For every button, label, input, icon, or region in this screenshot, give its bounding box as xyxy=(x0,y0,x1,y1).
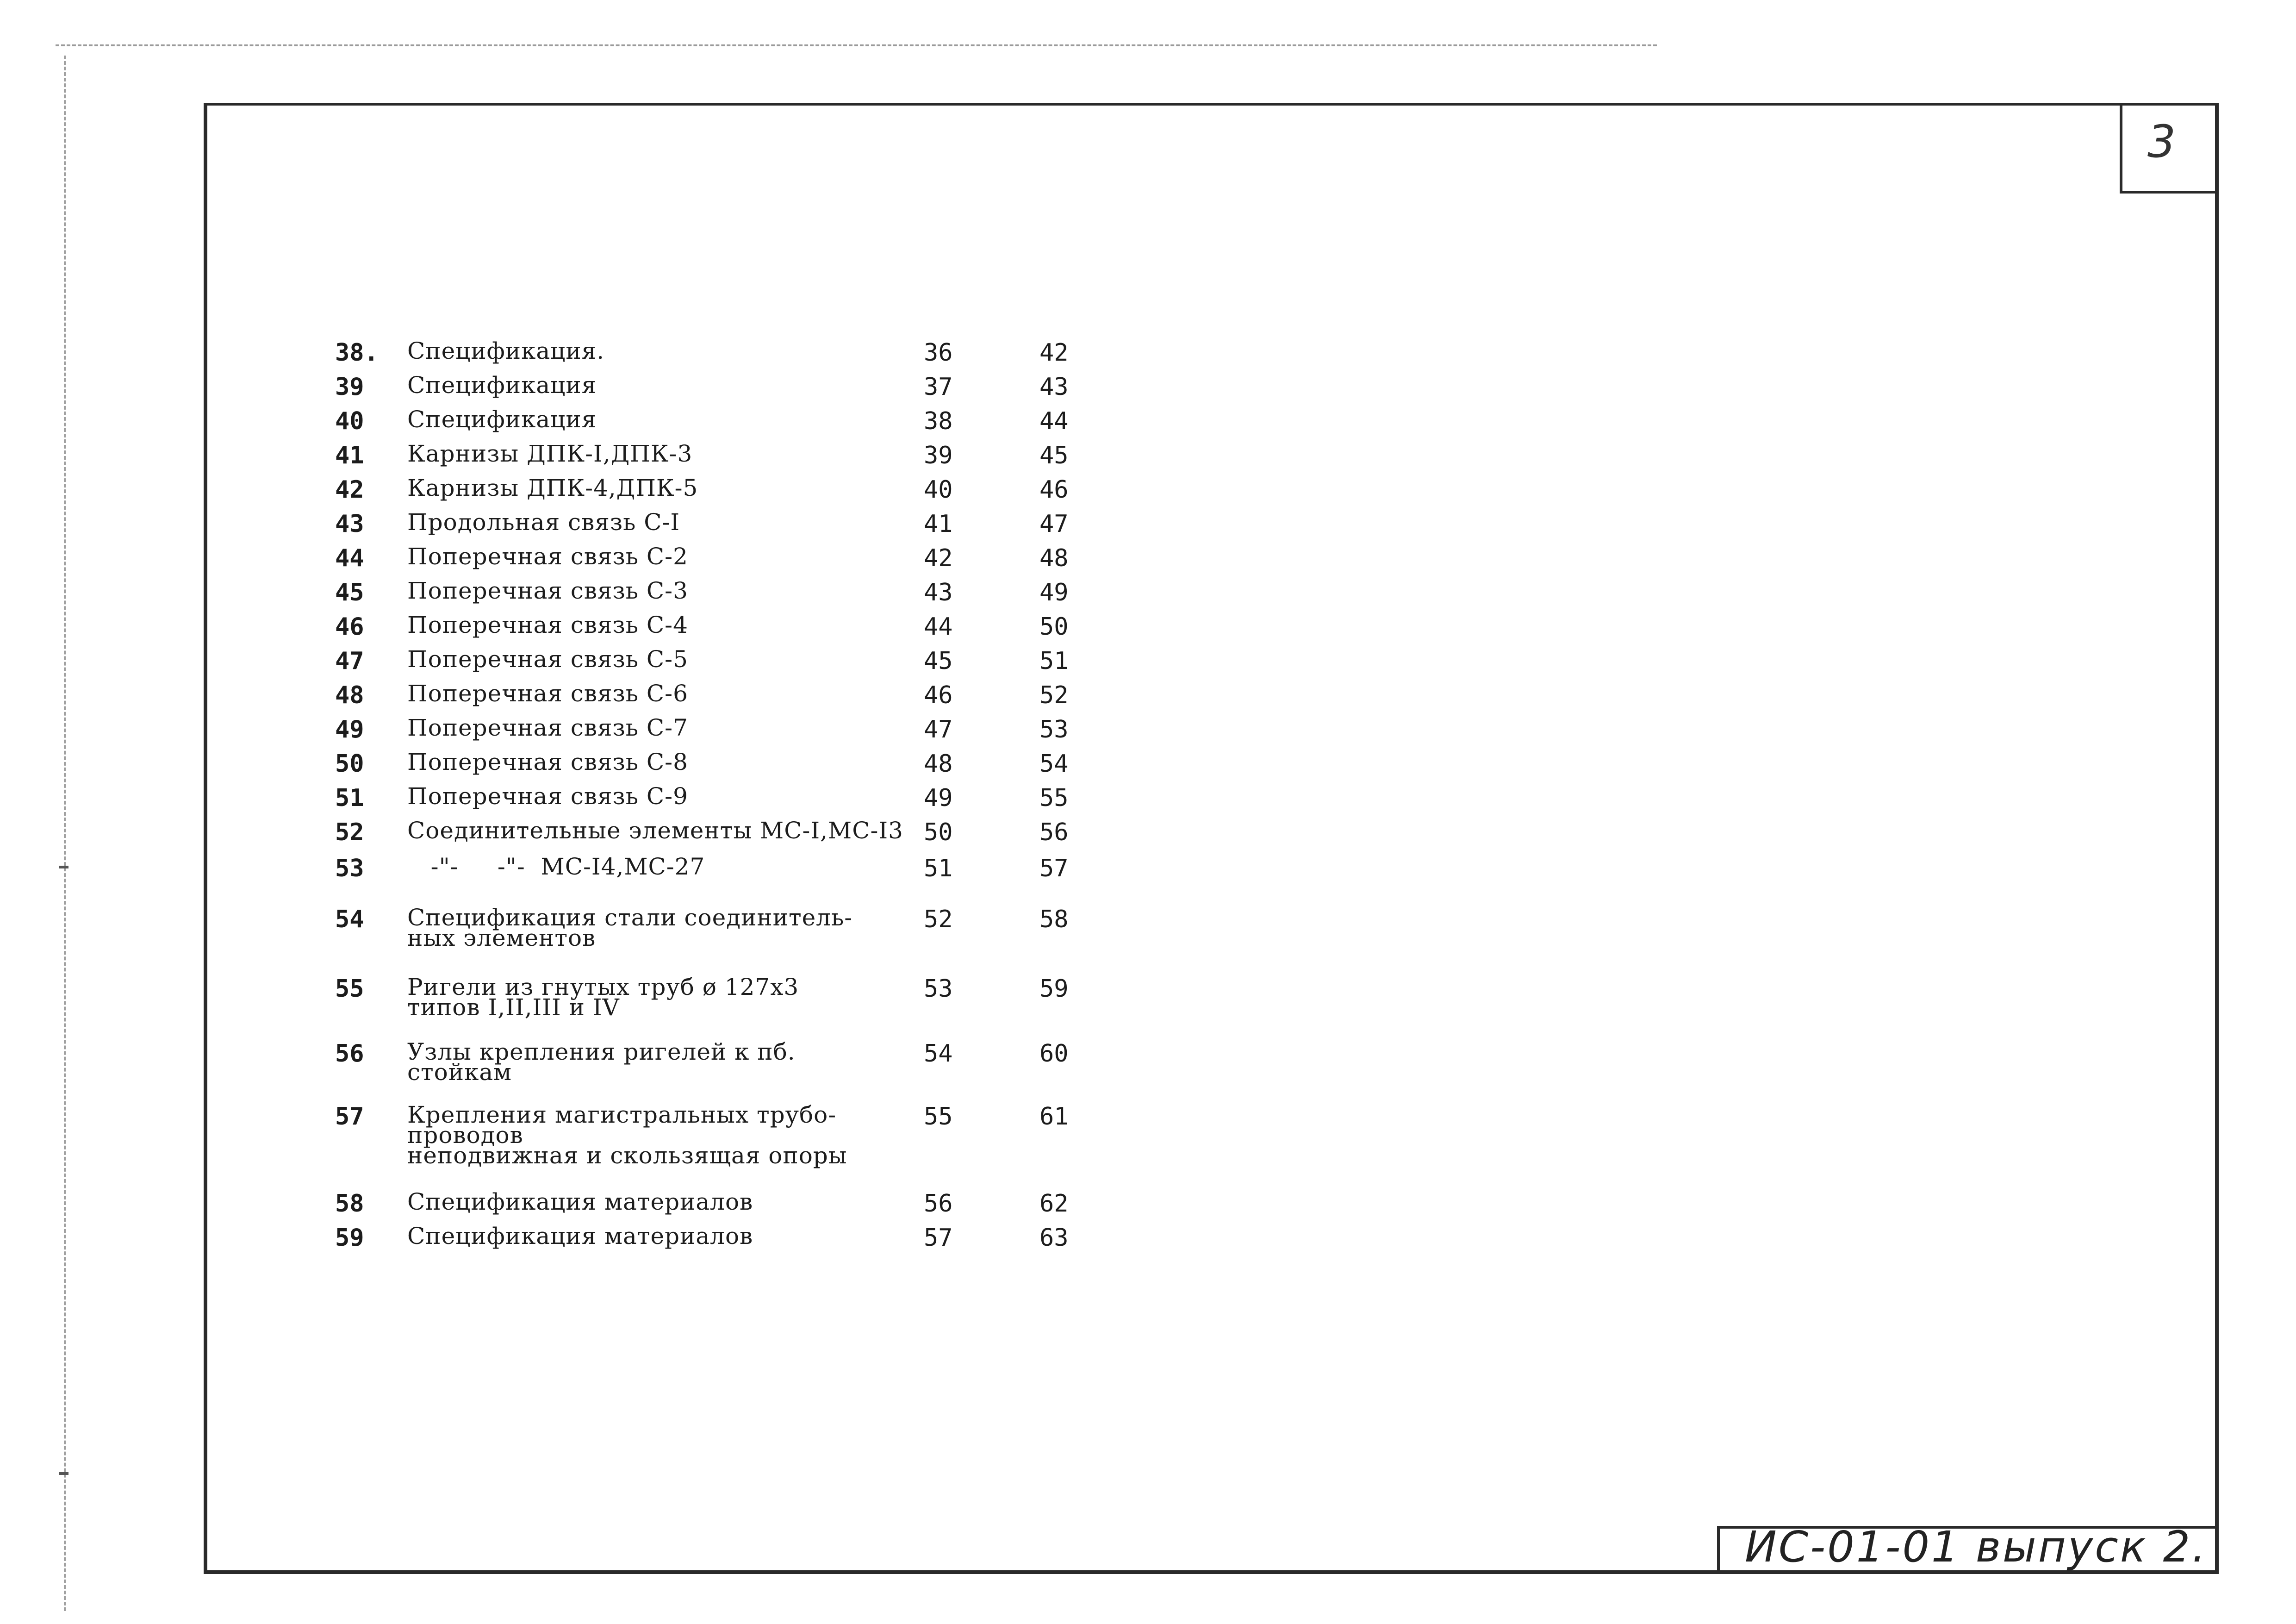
toc-item-title: Поперечная связь С-6 xyxy=(407,680,688,707)
toc-item-number: 55 xyxy=(335,975,364,1003)
binding-mark xyxy=(59,1472,68,1475)
toc-sheet-number: 40 xyxy=(924,476,953,504)
toc-item-title: Карнизы ДПК-I,ДПК-3 xyxy=(407,440,693,467)
toc-item-number: 54 xyxy=(335,906,364,933)
toc-sheet-number: 41 xyxy=(924,510,953,538)
toc-sheet-number: 44 xyxy=(924,613,953,641)
toc-page-number: 62 xyxy=(1039,1190,1069,1218)
toc-item-number: 42 xyxy=(335,476,364,504)
toc-page-number: 49 xyxy=(1039,579,1069,606)
toc-page-number: 55 xyxy=(1039,784,1069,812)
toc-item-title: Спецификация материалов xyxy=(407,1188,753,1215)
toc-item-number: 41 xyxy=(335,442,364,469)
toc-item-title: Спецификация материалов xyxy=(407,1223,753,1249)
toc-item-title: Спецификация xyxy=(407,406,597,433)
toc-page-number: 52 xyxy=(1039,681,1069,709)
toc-item-number: 44 xyxy=(335,544,364,572)
toc-item-title: Спецификация стали соединитель- ных элементов xyxy=(407,904,853,951)
toc-page-number: 44 xyxy=(1039,407,1069,435)
toc-sheet-number: 39 xyxy=(924,442,953,469)
toc-page-number: 43 xyxy=(1039,373,1069,401)
document-code: ИС-01-01 выпуск 2. xyxy=(1745,1522,2208,1572)
toc-item-number: 52 xyxy=(335,818,364,846)
toc-item-title: -"- -"- МС-I4,МС-27 xyxy=(407,853,705,880)
toc-page-number: 45 xyxy=(1039,442,1069,469)
toc-item-number: 45 xyxy=(335,579,364,606)
toc-sheet-number: 38 xyxy=(924,407,953,435)
toc-page-number: 61 xyxy=(1039,1103,1069,1131)
toc-sheet-number: 45 xyxy=(924,647,953,675)
toc-sheet-number: 53 xyxy=(924,975,953,1003)
binding-margin-rule xyxy=(64,56,66,1611)
toc-item-title: Поперечная связь С-4 xyxy=(407,612,688,638)
toc-sheet-number: 56 xyxy=(924,1190,953,1218)
scan-top-rule xyxy=(56,44,1657,46)
toc-page-number: 60 xyxy=(1039,1040,1069,1068)
toc-item-title: Карнизы ДПК-4,ДПК-5 xyxy=(407,475,698,501)
toc-page-number: 48 xyxy=(1039,544,1069,572)
toc-item-title: Поперечная связь С-9 xyxy=(407,783,688,810)
toc-sheet-number: 36 xyxy=(924,339,953,367)
toc-item-title: Поперечная связь С-3 xyxy=(407,577,688,604)
toc-item-number: 38. xyxy=(335,339,379,367)
toc-sheet-number: 49 xyxy=(924,784,953,812)
toc-item-title: Узлы крепления ригелей к пб. стойкам xyxy=(407,1038,796,1086)
toc-sheet-number: 37 xyxy=(924,373,953,401)
toc-page-number: 42 xyxy=(1039,339,1069,367)
toc-page-number: 53 xyxy=(1039,716,1069,743)
toc-page-number: 58 xyxy=(1039,906,1069,933)
toc-sheet-number: 46 xyxy=(924,681,953,709)
page-number: 3 xyxy=(2147,116,2176,168)
toc-page-number: 59 xyxy=(1039,975,1069,1003)
toc-item-number: 53 xyxy=(335,855,364,882)
toc-item-number: 56 xyxy=(335,1040,364,1068)
toc-item-title: Поперечная связь С-5 xyxy=(407,646,688,673)
toc-item-title: Продольная связь С-I xyxy=(407,509,680,536)
toc-sheet-number: 52 xyxy=(924,906,953,933)
toc-sheet-number: 48 xyxy=(924,750,953,778)
toc-item-number: 49 xyxy=(335,716,364,743)
toc-sheet-number: 57 xyxy=(924,1224,953,1252)
toc-sheet-number: 43 xyxy=(924,579,953,606)
toc-page-number: 50 xyxy=(1039,613,1069,641)
toc-sheet-number: 47 xyxy=(924,716,953,743)
toc-item-number: 46 xyxy=(335,613,364,641)
toc-item-number: 43 xyxy=(335,510,364,538)
toc-item-number: 51 xyxy=(335,784,364,812)
toc-page-number: 63 xyxy=(1039,1224,1069,1252)
toc-item-title: Крепления магистральных трубо- проводов неподвижная и скользящая опоры xyxy=(407,1101,847,1169)
toc-item-number: 40 xyxy=(335,407,364,435)
toc-item-title: Спецификация xyxy=(407,372,597,399)
toc-item-number: 50 xyxy=(335,750,364,778)
toc-item-title: Соединительные элементы МС-I,МС-I3 xyxy=(407,817,903,844)
toc-item-title: Спецификация. xyxy=(407,337,605,364)
toc-page-number: 51 xyxy=(1039,647,1069,675)
toc-page-number: 54 xyxy=(1039,750,1069,778)
toc-sheet-number: 50 xyxy=(924,818,953,846)
toc-sheet-number: 42 xyxy=(924,544,953,572)
toc-item-number: 59 xyxy=(335,1224,364,1252)
toc-item-number: 47 xyxy=(335,647,364,675)
toc-page-number: 47 xyxy=(1039,510,1069,538)
toc-item-title: Поперечная связь С-7 xyxy=(407,714,688,741)
toc-page-number: 46 xyxy=(1039,476,1069,504)
toc-item-title: Ригели из гнутых труб ø 127х3 типов I,II,III и IV xyxy=(407,974,799,1021)
toc-item-title: Поперечная связь С-2 xyxy=(407,543,688,570)
toc-sheet-number: 54 xyxy=(924,1040,953,1068)
binding-mark xyxy=(59,866,68,868)
toc-item-number: 58 xyxy=(335,1190,364,1218)
toc-page-number: 56 xyxy=(1039,818,1069,846)
toc-item-title: Поперечная связь С-8 xyxy=(407,749,688,775)
toc-sheet-number: 55 xyxy=(924,1103,953,1131)
toc-page-number: 57 xyxy=(1039,855,1069,882)
toc-sheet-number: 51 xyxy=(924,855,953,882)
toc-item-number: 48 xyxy=(335,681,364,709)
toc-item-number: 57 xyxy=(335,1103,364,1131)
toc-item-number: 39 xyxy=(335,373,364,401)
